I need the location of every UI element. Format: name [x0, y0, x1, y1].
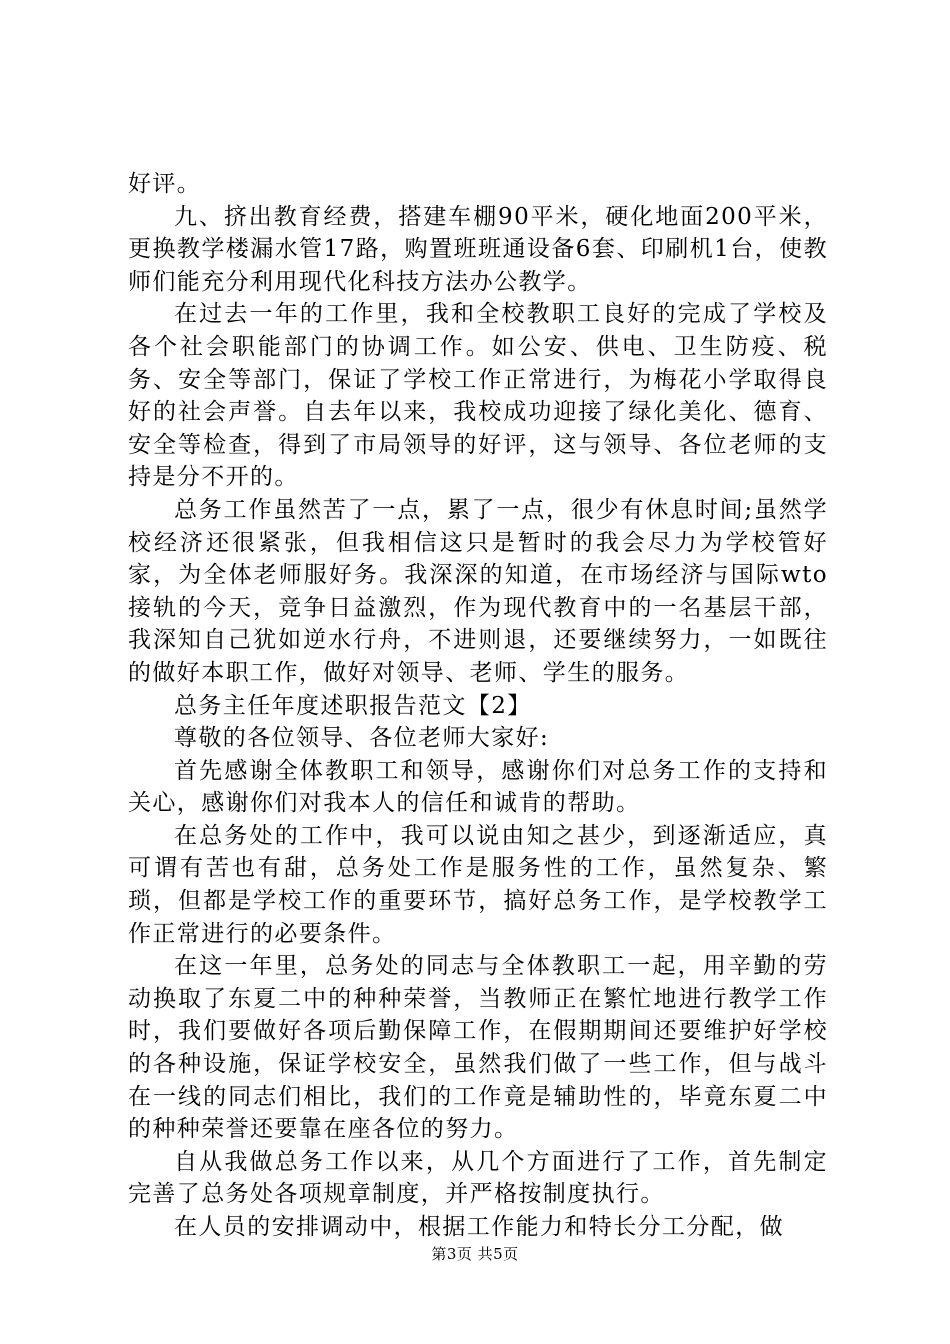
- paragraph-coordination: 在过去一年的工作里，我和全校教职工良好的完成了学校及各个社会职能部门的协调工作。如公安、供电、卫生防疫、税务、安全等部门，保证了学校工作正常进行，为梅花小学取得良好的社会声誉。自去年以来，我校成功迎接了绿化美化、德育、安全等检查，得到了市局领导的好评，这与领导、各位老师的支持是分不开的。: [128, 301, 828, 491]
- section-heading: 总务主任年度述职报告范文【2】: [174, 692, 532, 719]
- paragraph-summary: 总务工作虽然苦了一点，累了一点，很少有休息时间;虽然学校经济还很紧张，但我相信这只是暂时的我会尽力为学校管好家，为全体老师服好务。我深深的知道，在市场经济与国际wto接轨的今天，竞争日益激烈，作为现代教育中的一名基层干部，我深知自己犹如逆水行舟，不进则退，还要继续努力，一如既往的做好本职工作，做好对领导、老师、学生的服务。: [128, 496, 828, 686]
- page-number-footer: 第3页 共5页: [431, 1245, 519, 1263]
- salutation: 尊敬的各位领导、各位老师大家好:: [174, 725, 550, 752]
- document-body: [128, 168, 828, 1244]
- paragraph-thanks: 首先感谢全体教职工和领导，感谢你们对总务工作的支持和关心，感谢你们对我本人的信任和诚肯的帮助。: [128, 757, 828, 817]
- paragraph-continuation: 好评。: [128, 171, 202, 197]
- paragraph-staffing: 在人员的安排调动中，根据工作能力和特长分工分配，做: [174, 1214, 784, 1240]
- paragraph-regulations: 自从我做总务工作以来，从几个方面进行了工作，首先制定完善了总务处各项规章制度，并严格按制度执行。: [128, 1148, 828, 1208]
- paragraph-work-nature: 在总务处的工作中，我可以说由知之甚少，到逐渐适应，真可谓有苦也有甜，总务处工作是服务性的工作，虽然复杂、繁琐，但都是学校工作的重要环节，搞好总务工作，是学校教学工作正常进行的必要条件。: [128, 822, 828, 947]
- paragraph-year-review: 在这一年里，总务处的同志与全体教职工一起，用辛勤的劳动换取了东夏二中的种种荣誉，当教师正在繁忙地进行教学工作时，我们要做好各项后勤保障工作，在假期期间还要维护好学校的各种设施，保证学校安全，虽然我们做了一些工作，但与战斗在一线的同志们相比，我们的工作竟是辅助性的，毕竟东夏二中的种种荣誉还要靠在座各位的努力。: [128, 953, 828, 1143]
- paragraph-item-nine: 九、挤出教育经费，搭建车棚90平米，硬化地面200平米，更换教学楼漏水管17路，购置班班通设备6套、印刷机1台，使教师们能充分利用现代化科技方法办公教学。: [128, 203, 828, 295]
